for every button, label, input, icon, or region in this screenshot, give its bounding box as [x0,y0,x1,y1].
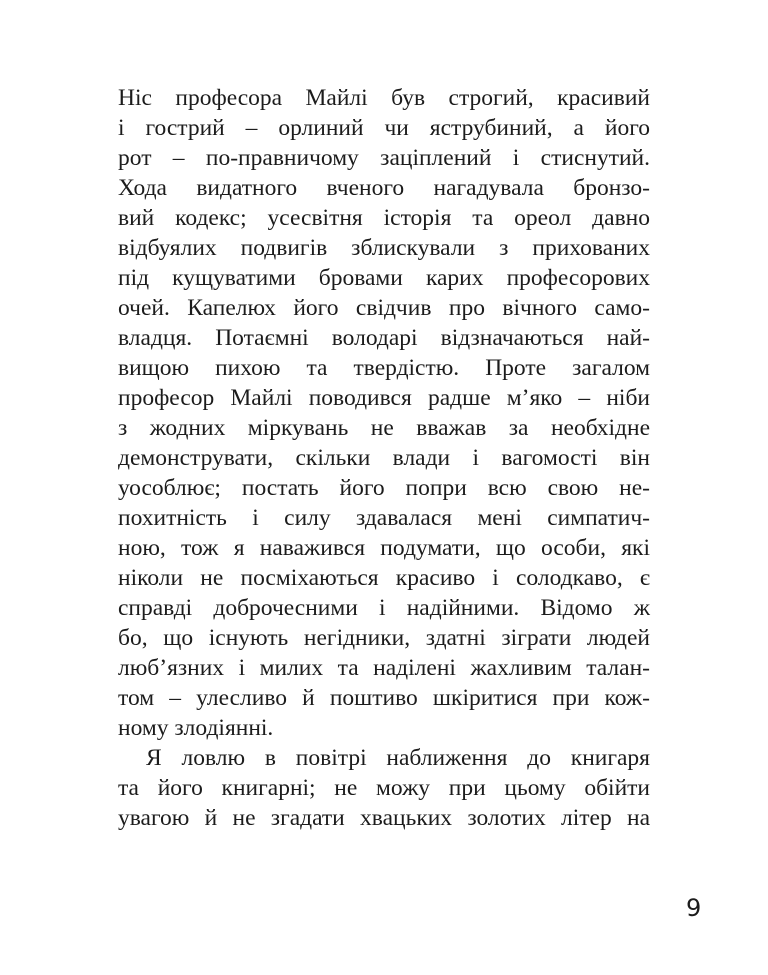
text-line: уособлює; постать його попри всю свою не- [118,475,650,501]
text-line: Хода видатного вченого нагадувала бронзо- [118,175,650,201]
page-number: 9 [686,894,702,922]
paragraph-2 [118,743,650,833]
text-line: бо, що існують негідники, здатні зіграти людей [118,625,650,651]
text-line: та його книгарні; не можу при цьому обійти [118,775,650,801]
text-line: похитність і силу здавалася мені симпатич- [118,505,650,531]
text-line: увагою й не згадати хвацьких золотих літер на [118,805,650,831]
text-line: люб’язних і милих та наділені жахливим талан- [118,655,650,681]
text-line: під кущуватими бровами карих професорових [118,265,650,291]
paragraph-1 [118,83,650,743]
text-line: з жодних міркувань не вважав за необхідне [118,415,650,441]
text-line: владця. Потаємні володарі відзначаються най- [118,325,650,351]
text-line: Я ловлю в повітрі наближення до книгаря [146,745,650,771]
text-line: відбуялих подвигів зблискували з прихованих [118,235,650,261]
text-line: вищою пихою та твердістю. Проте загалом [118,355,650,381]
text-line: ною, тож я наважився подумати, що особи, які [118,535,650,561]
text-line: том – улесливо й поштиво шкіритися при кож- [118,685,650,711]
text-line: ному злодіянні. [118,715,274,741]
text-line: ніколи не посміхаються красиво і солодкаво, є [118,565,650,591]
text-line: Ніс професора Майлі був строгий, красивий [118,85,650,111]
text-line: і гострий – орлиний чи яструбиний, а його [118,115,650,141]
text-line: справді доброчесними і надійними. Відомо ж [118,595,650,621]
text-line: демонструвати, скільки влади і вагомості він [118,445,650,471]
text-line: вий кодекс; усесвітня історія та ореол давно [118,205,650,231]
page-text [118,83,650,833]
text-line: рот – по-правничому заціплений і стиснутий. [118,145,650,171]
text-line: професор Майлі поводився радше м’яко – ніби [118,385,650,411]
text-line: очей. Капелюх його свідчив про вічного само- [118,295,650,321]
